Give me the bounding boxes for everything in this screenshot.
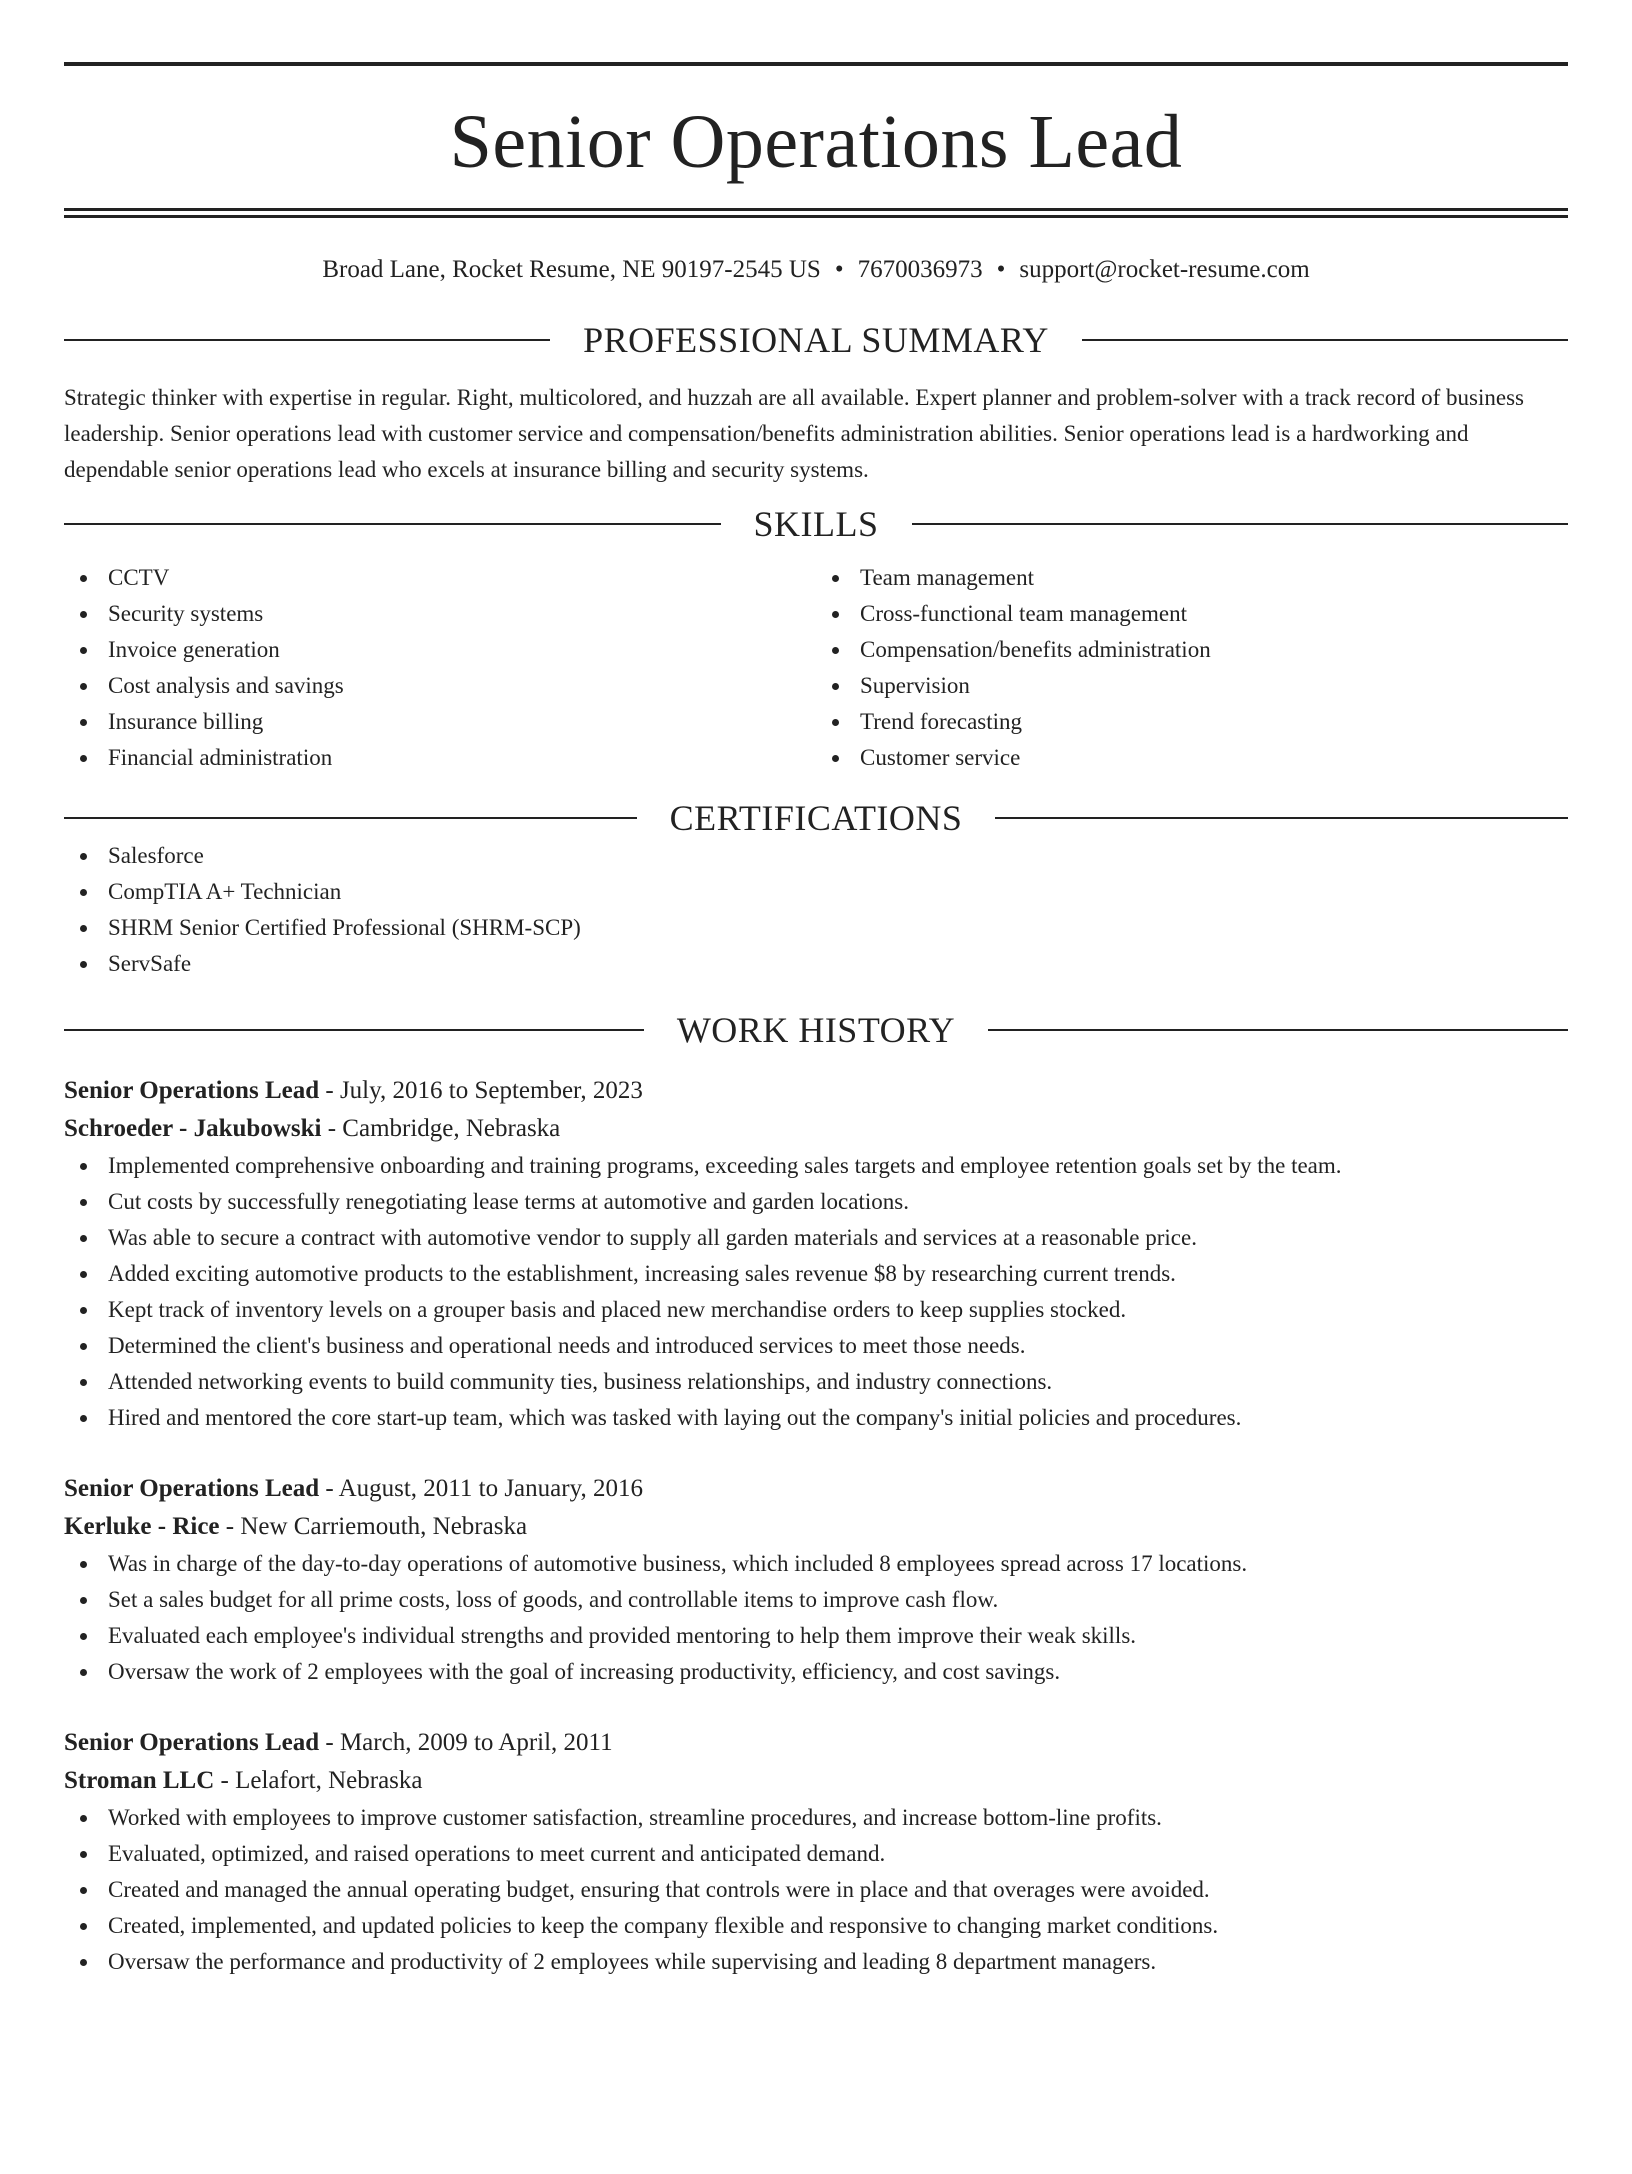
job-location: Cambridge, Nebraska	[342, 1115, 561, 1142]
job-bullet: Created and managed the annual operating budget, ensuring that controls were in place and that overages were avoided.	[64, 1872, 1568, 1908]
job-location: New Carriemouth, Nebraska	[240, 1513, 528, 1540]
job-separator: -	[319, 1077, 340, 1104]
job-bullet: Kept track of inventory levels on a grouper basis and placed new merchandise orders to keep supplies stocked.	[64, 1292, 1568, 1328]
job-location: Lelafort, Nebraska	[235, 1767, 423, 1794]
job-separator: -	[219, 1513, 241, 1540]
section-heading-certifications	[64, 798, 1568, 838]
section-heading-skills	[64, 504, 1568, 544]
job-entry	[64, 1470, 1568, 1690]
section-title: PROFESSIONAL SUMMARY	[583, 320, 1049, 360]
job-entry	[64, 1072, 1568, 1436]
job-company: Schroeder - Jakubowski	[64, 1115, 322, 1142]
job-bullets	[64, 1800, 1568, 1980]
certifications-list	[64, 838, 1568, 982]
section-title: CERTIFICATIONS	[669, 798, 963, 838]
job-company: Stroman LLC	[64, 1767, 215, 1794]
skill-item: CCTV	[64, 560, 816, 596]
job-bullet: Determined the client's business and operational needs and introduced services to meet those needs.	[64, 1328, 1568, 1364]
job-title: Senior Operations Lead	[64, 1077, 320, 1104]
job-bullet: Was able to secure a contract with automotive vendor to supply all garden materials and services at a reasonable price.	[64, 1220, 1568, 1256]
section-heading-summary	[64, 320, 1568, 360]
certification-item: ServSafe	[64, 946, 1568, 982]
job-title: Senior Operations Lead	[64, 1475, 320, 1502]
contact-email: support@rocket-resume.com	[1019, 256, 1310, 283]
contact-separator: •	[834, 256, 844, 283]
job-company-line	[64, 1110, 1568, 1148]
skills-column-left	[64, 560, 816, 776]
section-title: WORK HISTORY	[676, 1010, 956, 1050]
job-bullet: Oversaw the work of 2 employees with the goal of increasing productivity, efficiency, and cost savings.	[64, 1654, 1568, 1690]
job-title-line	[64, 1072, 1568, 1110]
skill-item: Security systems	[64, 596, 816, 632]
job-bullet: Evaluated each employee's individual strengths and provided mentoring to help them improve their weak skills.	[64, 1618, 1568, 1654]
skill-item: Insurance billing	[64, 704, 816, 740]
job-bullets	[64, 1546, 1568, 1690]
heading-rule	[912, 523, 1569, 525]
job-bullet: Was in charge of the day-to-day operations of automotive business, which included 8 employees spread across 17 locations.	[64, 1546, 1568, 1582]
heading-rule	[1082, 339, 1568, 341]
job-entry	[64, 1724, 1568, 1980]
job-bullet: Added exciting automotive products to the establishment, increasing sales revenue $8 by researching current trends.	[64, 1256, 1568, 1292]
heading-rule	[64, 523, 721, 525]
skill-item: Trend forecasting	[816, 704, 1568, 740]
job-dates: August, 2011 to January, 2016	[338, 1475, 643, 1502]
section-heading-work-history	[64, 1010, 1568, 1050]
skill-item: Compensation/benefits administration	[816, 632, 1568, 668]
job-bullet: Created, implemented, and updated policies to keep the company flexible and responsive to changing market conditions.	[64, 1908, 1568, 1944]
contact-line	[64, 254, 1568, 286]
heading-rule	[988, 1029, 1568, 1031]
skill-item: Team management	[816, 560, 1568, 596]
job-dates: March, 2009 to April, 2011	[339, 1729, 613, 1756]
job-bullet: Cut costs by successfully renegotiating lease terms at automotive and garden locations.	[64, 1184, 1568, 1220]
job-separator: -	[214, 1767, 236, 1794]
skill-item: Cross-functional team management	[816, 596, 1568, 632]
job-bullet: Worked with employees to improve customer satisfaction, streamline procedures, and increase bottom-line profits.	[64, 1800, 1568, 1836]
skill-item: Invoice generation	[64, 632, 816, 668]
job-company-line	[64, 1508, 1568, 1546]
job-company-line	[64, 1762, 1568, 1800]
certification-item: Salesforce	[64, 838, 1568, 874]
job-bullet: Set a sales budget for all prime costs, loss of goods, and controllable items to improve cash flow.	[64, 1582, 1568, 1618]
contact-phone: 7670036973	[857, 256, 983, 283]
heading-rule	[64, 817, 637, 819]
job-title: Senior Operations Lead	[64, 1729, 320, 1756]
contact-address: Broad Lane, Rocket Resume, NE 90197-2545 US	[322, 256, 821, 283]
job-company: Kerluke - Rice	[64, 1513, 220, 1540]
job-dates: July, 2016 to September, 2023	[339, 1077, 643, 1104]
resume-title: Senior Operations Lead	[449, 100, 1183, 184]
skill-item: Cost analysis and savings	[64, 668, 816, 704]
job-title-line	[64, 1724, 1568, 1762]
job-bullet: Evaluated, optimized, and raised operations to meet current and anticipated demand.	[64, 1836, 1568, 1872]
job-bullet: Attended networking events to build community ties, business relationships, and industry connections.	[64, 1364, 1568, 1400]
resume-page	[0, 62, 1632, 2174]
certification-item: CompTIA A+ Technician	[64, 874, 1568, 910]
job-bullets	[64, 1148, 1568, 1436]
title-double-rule	[64, 208, 1568, 218]
job-separator: -	[319, 1475, 339, 1502]
summary-text: Strategic thinker with expertise in regular. Right, multicolored, and huzzah are all available. Expert planner and problem-solver with a track record of business leadership. Senior operations lead with customer service and compensation/benefits administration abilities. Senior operations lead is a hardworking and dependable senior operations lead who excels at insurance billing and security systems.	[64, 385, 1525, 482]
heading-rule	[64, 339, 550, 341]
job-separator: -	[321, 1115, 343, 1142]
job-bullet: Oversaw the performance and productivity of 2 employees while supervising and leading 8 department managers.	[64, 1944, 1568, 1980]
job-bullet: Implemented comprehensive onboarding and training programs, exceeding sales targets and employee retention goals set by the team.	[64, 1148, 1568, 1184]
skills-list	[64, 560, 1568, 776]
job-separator: -	[319, 1729, 340, 1756]
certification-item: SHRM Senior Certified Professional (SHRM-SCP)	[64, 910, 1568, 946]
skill-item: Supervision	[816, 668, 1568, 704]
section-title: SKILLS	[753, 504, 879, 544]
job-bullet: Hired and mentored the core start-up team, which was tasked with laying out the company's initial policies and procedures.	[64, 1400, 1568, 1436]
top-rule	[64, 62, 1568, 66]
skill-item: Customer service	[816, 740, 1568, 776]
skills-column-right	[816, 560, 1568, 776]
heading-rule	[995, 817, 1568, 819]
job-title-line	[64, 1470, 1568, 1508]
contact-separator: •	[996, 256, 1006, 283]
heading-rule	[64, 1029, 644, 1031]
skill-item: Financial administration	[64, 740, 816, 776]
